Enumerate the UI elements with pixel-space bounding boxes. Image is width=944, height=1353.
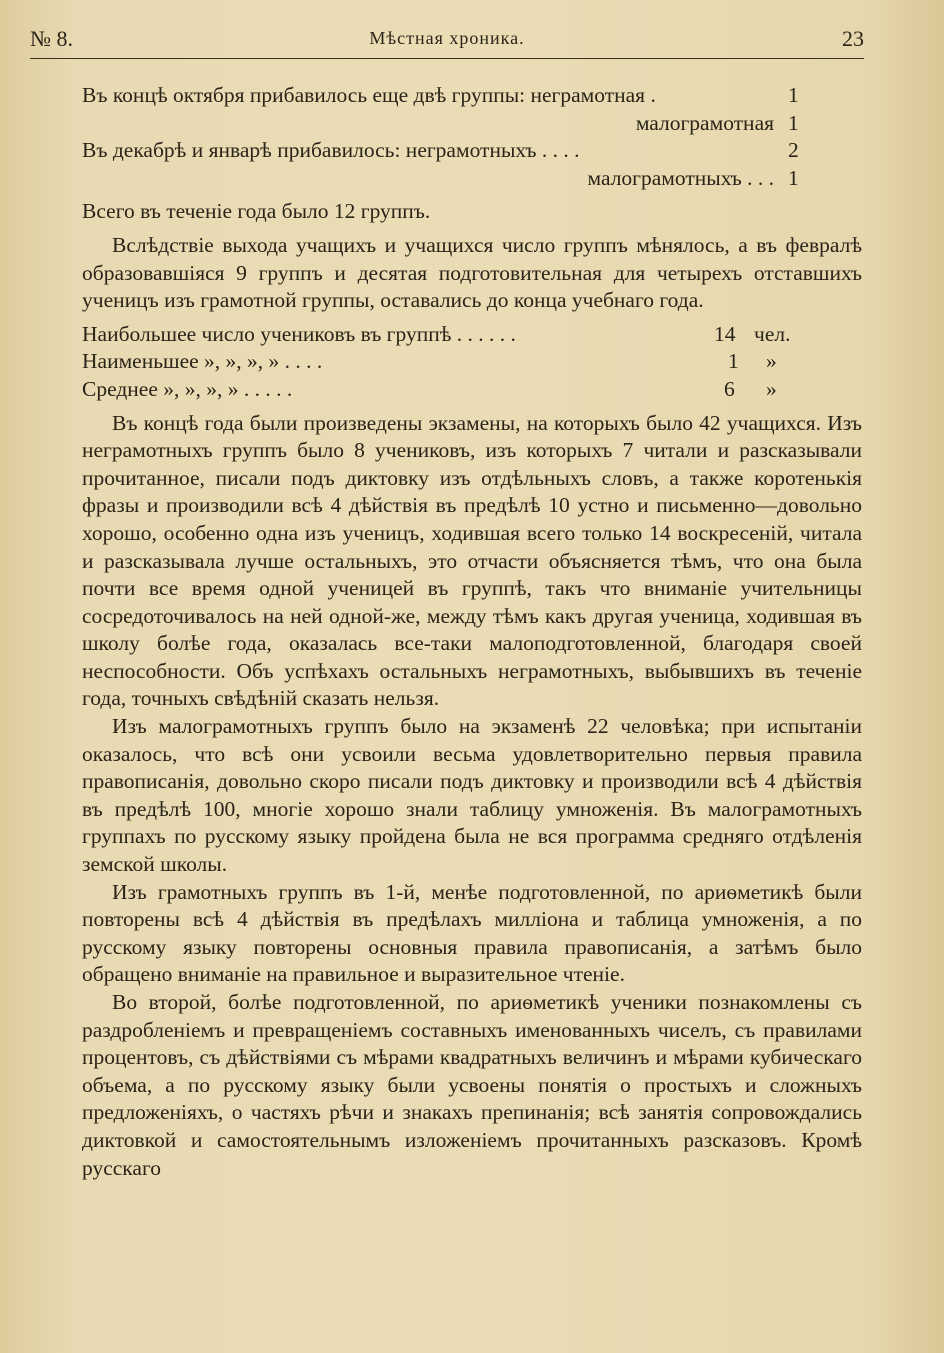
issue-number: № 8. <box>30 26 73 51</box>
stat-value: 1 <box>728 349 739 374</box>
page-header <box>30 24 864 60</box>
groups-value: 1 <box>788 110 799 135</box>
groups-label: малограмотныхъ . . . <box>587 165 774 190</box>
stat-label: Наибольшее число учениковъ въ группѣ . . . . . . <box>82 321 516 346</box>
paragraph: Въ концѣ года были произведены экзамены, на которыхъ было 42 учащихся. Изъ неграмотныхъ группъ было 8 учениковъ, изъ которыхъ 7 читали и разсказывали прочитанное, писали подъ диктовку изъ отдѣльныхъ словъ, а также коротенькія фразы и производили всѣ 4 дѣйствія въ предѣлѣ 10 устно и письменно—довольно хорошо, особенно одна изъ ученицъ, ходившая всего только 14 воскресеній, читала и разсказывала лучше остальныхъ, это отчасти объясняется тѣмъ, что она была почти все время одной ученицей въ группѣ, такъ что вниманіе учительницы сосредоточивалось на ней одной-же, между тѣмъ какъ другая ученица, ходившая въ школу болѣе года, оказалась все-таки малоподготовленной, благодаря своей неспособности. Объ успѣхахъ остальныхъ неграмотныхъ, выбывшихъ въ теченіе года, точныхъ свѣдѣній сказать нельзя. <box>82 410 862 711</box>
groups-line <box>82 165 862 193</box>
groups-value: 2 <box>788 138 799 163</box>
page-number: 23 <box>842 26 864 51</box>
groups-value: 1 <box>788 165 799 190</box>
groups-label: малограмотная <box>635 110 774 135</box>
stat-unit: » <box>766 349 777 374</box>
groups-label: Въ концѣ октября прибавилось еще двѣ группы: неграмотная . <box>82 83 656 107</box>
stat-label: Наименьшее », », », » . . . . <box>82 349 323 374</box>
running-title: Мѣстная хроника. <box>369 28 525 48</box>
stat-label: Среднее », », », » . . . . . <box>82 376 293 401</box>
paragraph: Изъ малограмотныхъ группъ было на экзаменѣ 22 человѣка; при испытаніи оказалось, что всѣ они усвоили весьма удовлетворительно первыя правила правописанія, довольно скоро писали подъ диктовку и производили всѣ 4 дѣйствія въ предѣлѣ 100, многіе хорошо знали таблицу умноженія. Въ малограмотныхъ группахъ по русскому языку пройдена была не вся программа средняго отдѣленія земской школы. <box>82 714 862 877</box>
paragraph: Изъ грамотныхъ группъ въ 1-й, менѣе подготовленной, по ариѳметикѣ были повторены всѣ 4 дѣйствія въ предѣлахъ милліона и таблица умноженія, а по русскому языку повторены основныя правила правописанія, а затѣмъ было обращено вниманіе на правильное и выразительное чтеніе. <box>82 879 862 987</box>
paragraph: Вслѣдствіе выхода учащихъ и учащихся число группъ мѣнялось, а въ февралѣ образовавшіяся 9 группъ и десятая подготовительная для четырехъ отставшихъ ученицъ изъ грамотной группы, оставались до конца учебнаго года. <box>82 232 862 313</box>
groups-line <box>82 137 862 165</box>
stat-unit: » <box>766 376 777 401</box>
groups-label: Въ декабрѣ и январѣ прибавилось: неграмотныхъ . . . . <box>82 138 580 163</box>
stat-value: 6 <box>724 376 735 401</box>
groups-line <box>82 110 862 138</box>
page-body <box>82 82 862 1182</box>
paragraph: Во второй, болѣе подготовленной, по ариѳметикѣ ученики познакомлены съ раздробленіемъ и превращеніемъ составныхъ именованныхъ чиселъ, съ правилами процентовъ, съ дѣйствіями съ мѣрами квадратныхъ величинъ и мѣрами кубическаго объема, а по русскому языку были усвоены понятія о простыхъ и сложныхъ предложеніяхъ, о частяхъ рѣчи и знакахъ препинанія; всѣ занятія сопровождались диктовкой и самостоятельнымъ изложеніемъ прочитанныхъ разсказовъ. Кромѣ русскаго <box>82 990 862 1180</box>
stat-value: 14 <box>714 321 736 346</box>
stat-row <box>82 376 862 404</box>
groups-line <box>82 82 862 110</box>
header-rule <box>30 58 864 59</box>
paragraph: Всего въ теченіе года было 12 группъ. <box>82 199 431 224</box>
stat-row <box>82 321 862 349</box>
stat-unit: чел. <box>754 321 791 346</box>
groups-value: 1 <box>788 83 799 107</box>
stat-row <box>82 348 862 376</box>
